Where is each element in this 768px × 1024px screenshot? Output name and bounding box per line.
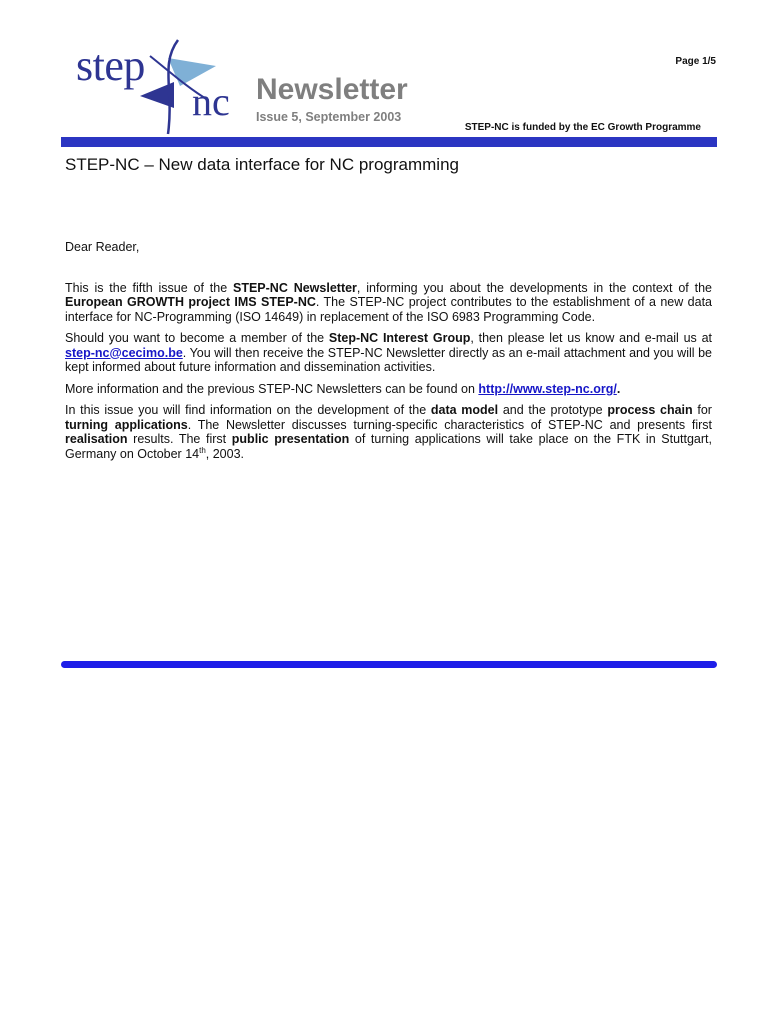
footer-divider [61,661,717,668]
bold-run: public presentation [231,432,350,446]
superscript: th [199,445,206,455]
text-run: results. The first [127,432,232,446]
bold-run: turning applications [65,417,188,432]
email-link[interactable]: step-nc@cecimo.be [65,345,183,360]
text-run: . [616,381,621,396]
bold-run: STEP-NC Newsletter [233,280,357,295]
newsletter-title: Newsletter [256,73,408,106]
website-link[interactable]: http://www.step-nc.org/ [478,381,617,396]
text-run: Should you want to become a member of the [65,331,329,345]
bold-run: Step-NC Interest Group [328,331,471,345]
logo-text-step: step [76,41,145,90]
step-nc-logo [68,36,248,136]
funding-note: STEP-NC is funded by the EC Growth Programme [464,122,701,133]
more-info-paragraph [65,382,712,397]
logo-text-nc: nc [192,79,230,124]
text-run: , 2003. [205,446,245,461]
text-run: . The STEP-NC project contributes to the establishment of a new data interface for NC-Programming (ISO 14649) in replacement of the ISO 6983 Programming Code. [65,295,712,324]
text-run: , informing you about the developments in the context of the [356,280,712,295]
issue-date: Issue 5, September 2003 [256,110,402,124]
membership-paragraph [65,331,712,375]
article-body [65,240,712,468]
bold-run: realisation [65,432,128,446]
text-run: In this issue you will find information on the development of the [65,403,431,417]
text-run: . The Newsletter discusses turning-specific characteristics of STEP-NC and presents first [187,417,712,432]
salutation: Dear Reader, [65,240,140,254]
header-divider [61,137,717,147]
text-run: . You will then receive the STEP-NC Newsletter directly as an e-mail attachment and you will be kept informed about future information and dissemination activities. [65,345,712,374]
text-run: and the prototype [498,403,608,417]
intro-paragraph [65,281,712,325]
text-run: This is the fifth issue of the [65,280,233,295]
bold-run: European GROWTH project IMS STEP-NC [65,295,316,309]
text-run: for [692,403,712,417]
text-run: of turning applications will take place on the FTK in Stuttgart, Germany on October 14 [65,432,712,461]
bold-run: data model [430,403,499,417]
text-run: More information and the previous STEP-NC Newsletters can be found on [65,381,479,396]
article-headline: STEP-NC – New data interface for NC programming [65,155,459,174]
bold-run: process chain [607,403,693,417]
text-run: , then please let us know and e-mail us at [470,331,712,345]
page-indicator: Page 1/5 [675,56,716,67]
issue-summary-paragraph [65,403,712,461]
